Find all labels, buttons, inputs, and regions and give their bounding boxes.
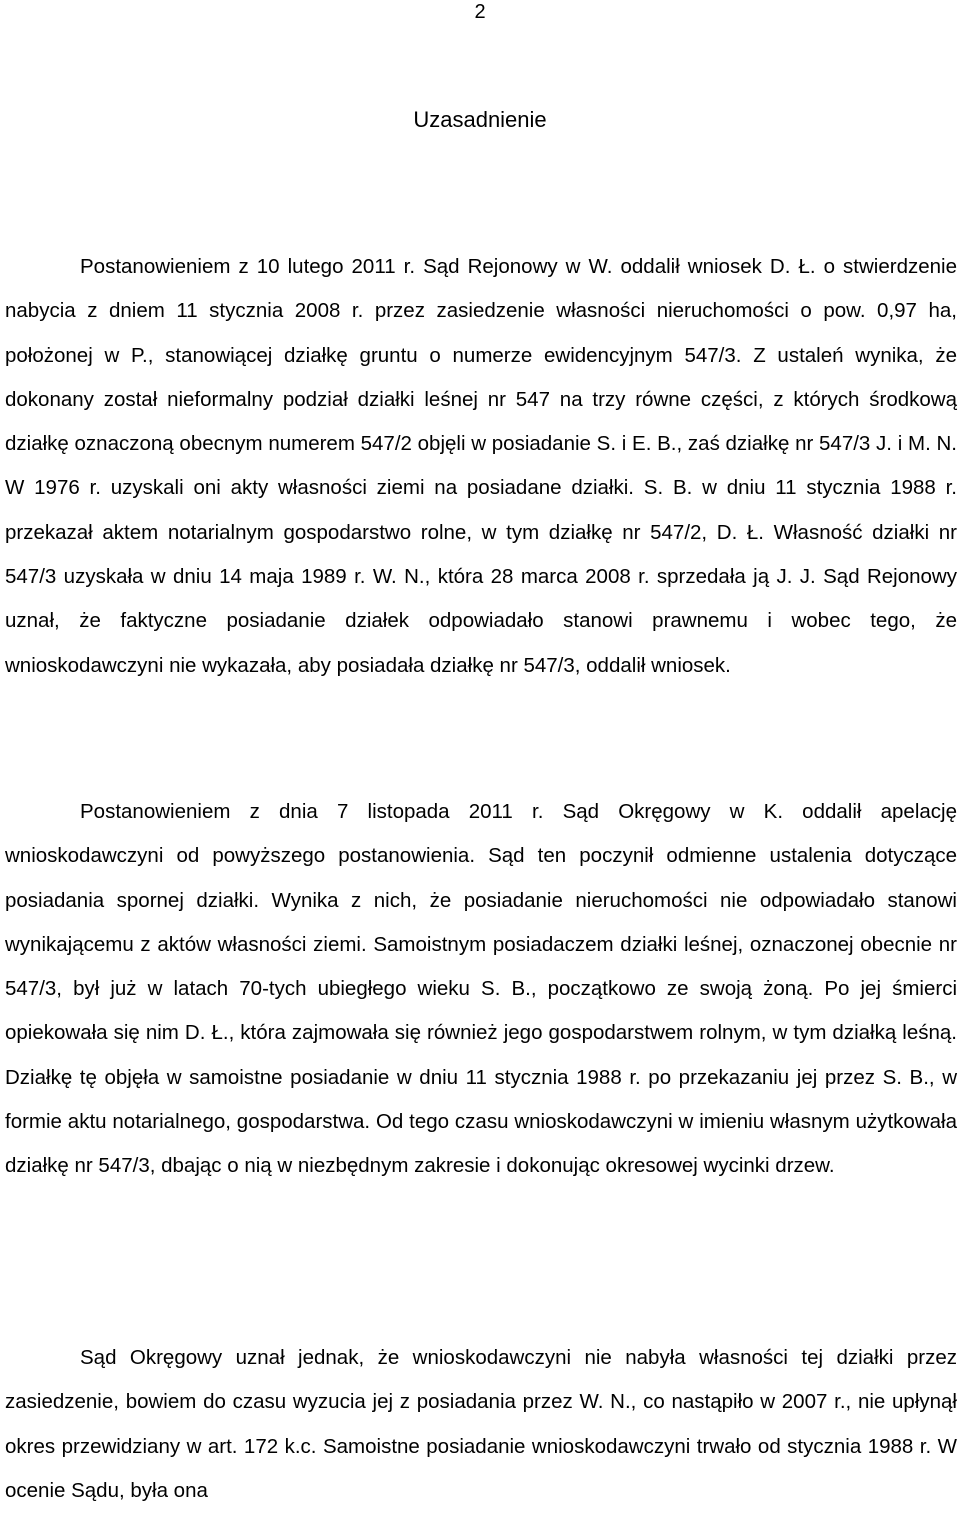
document-title: Uzasadnienie bbox=[413, 107, 547, 132]
paragraph-appeal-ruling: Postanowieniem z dnia 7 listopada 2011 r. Sąd Okręgowy w K. oddalił apelację wnioskodawczyni od powyższego postanowienia. Sąd ten poczynił odmienne ustalenia dotyczące posiadania spornej działki. Wynika z nich, że posiadanie nieruchomości nie odpowiadało stanowi wynikającemu z aktów własności ziemi. Samoistnym posiadaczem działki leśnej, oznaczonej obecnie nr 547/3, był już w latach 70-tych ubiegłego wieku S. B., początkowo ze swoją żoną. Po jej śmierci opiekowała się nim D. Ł., która zajmowała się również jego gospodarstwem rolnym, w tym działką leśną. Działkę tę objęła w samoistne posiadanie w dniu 11 stycznia 1988 r. po przekazaniu jej przez S. B., w formie aktu notarialnego, gospodarstwa. Od tego czasu wnioskodawczyni w imieniu własnym użytkowała działkę nr 547/3, dbając o nią w niezbędnym zakresie i dokonując okresowej wycinki drzew. bbox=[5, 800, 957, 1178]
paragraph-first-instance-ruling: Postanowieniem z 10 lutego 2011 r. Sąd Rejonowy w W. oddalił wniosek D. Ł. o stwierdzenie nabycia z dniem 11 stycznia 2008 r. przez zasiedzenie własności nieruchomości o pow. 0,97 ha, położonej w P., stanowiącej działkę gruntu o numerze ewidencyjnym 547/3. Z ustaleń wynika, że dokonany został nieformalny podział działki leśnej nr 547 na trzy równe części, z których środkową działkę oznaczoną obecnym numerem 547/2 objęli w posiadanie S. i E. B., zaś działkę nr 547/3 J. i M. N. W 1976 r. uzyskali oni akty własności ziemi na posiadane działki. S. B. w dniu 11 stycznia 1988 r. przekazał aktem notarialnym gospodarstwo rolne, w tym działkę nr 547/2, D. Ł. Własność działki nr 547/3 uzyskała w dniu 14 maja 1989 r. W. N., która 28 marca 2008 r. sprzedała ją J. J. Sąd Rejonowy uznał, że faktyczne posiadanie działek odpowiadało stanowi prawnemu i wobec tego, że wnioskodawczyni nie wykazała, aby posiadała działkę nr 547/3, oddalił wniosek. bbox=[5, 255, 957, 677]
page-number: 2 bbox=[474, 1, 486, 23]
paragraph-appeal-reasoning: Sąd Okręgowy uznał jednak, że wnioskodawczyni nie nabyła własności tej działki przez zasiedzenie, bowiem do czasu wyzucia jej z posiadania przez W. N., co nastąpiło w 2007 r., nie upłynął okres przewidziany w art. 172 k.c. Samoistne posiadanie wnioskodawczyni trwało od stycznia 1988 r. W ocenie Sądu, była ona bbox=[5, 1346, 957, 1502]
